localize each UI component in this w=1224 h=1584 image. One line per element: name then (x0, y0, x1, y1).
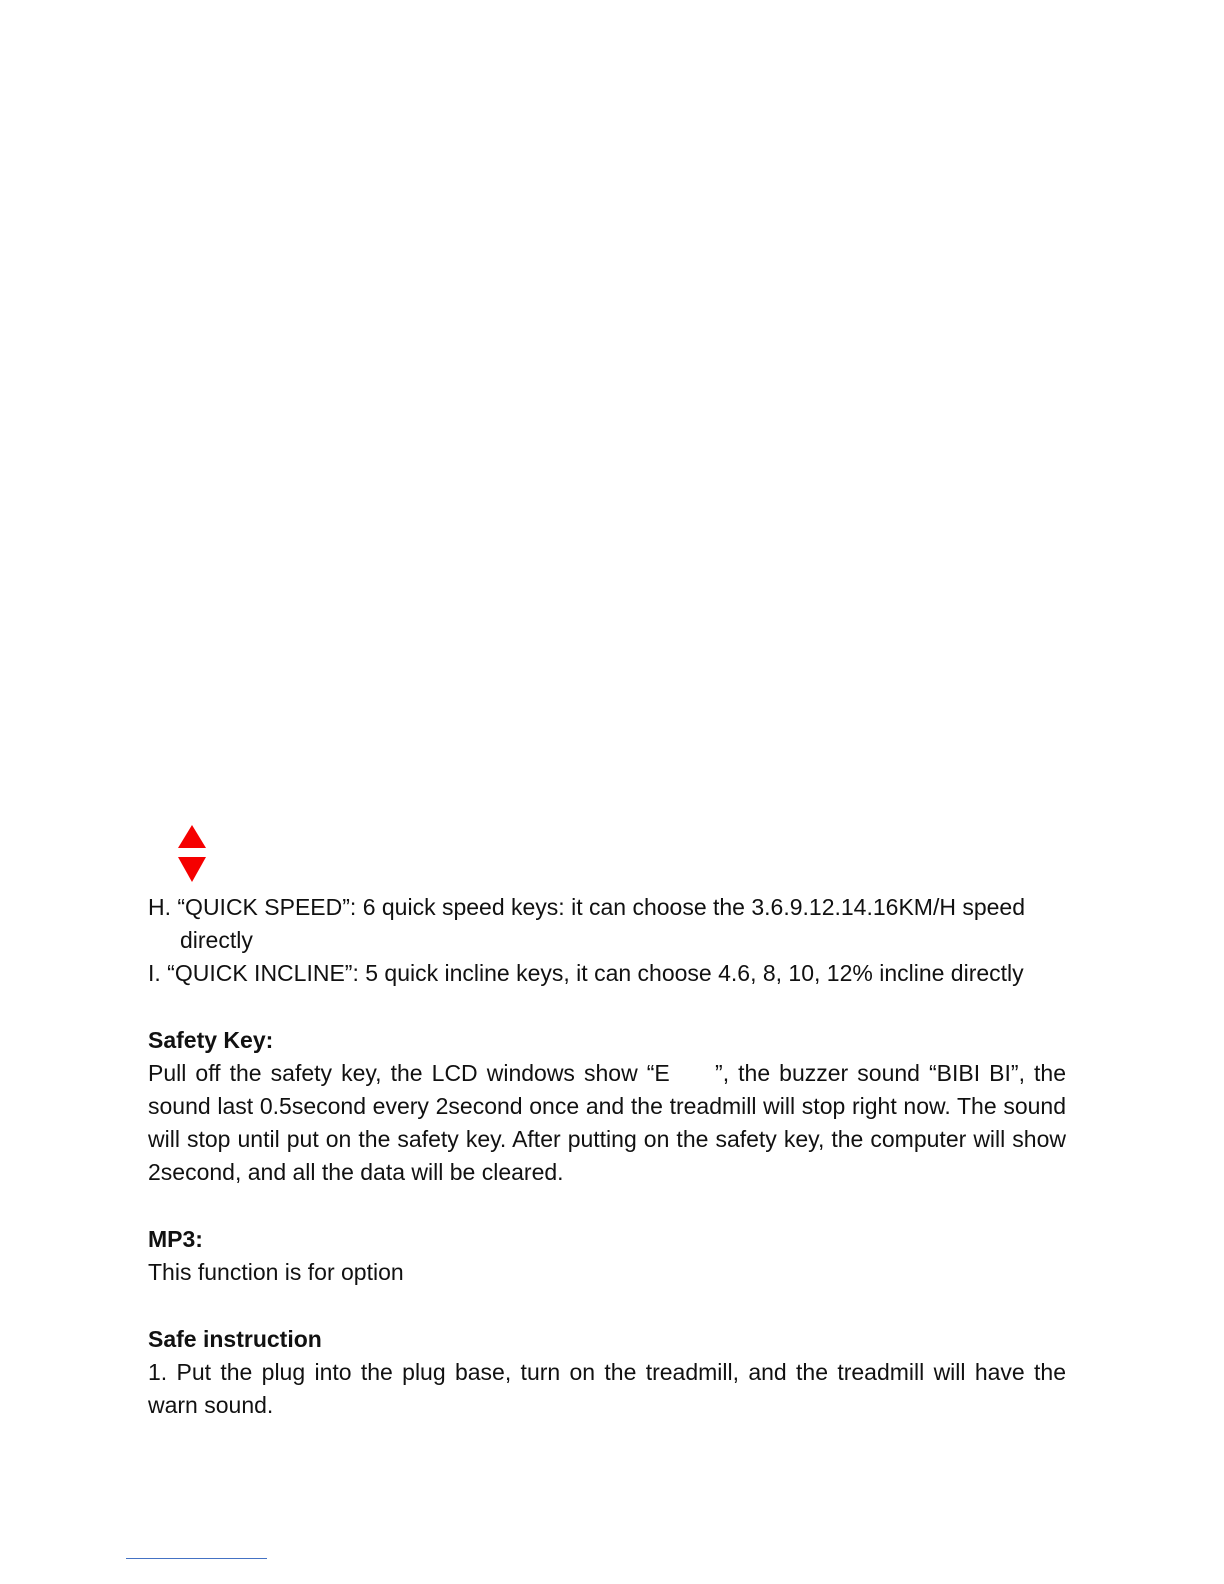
safety-key-heading: Safety Key: (148, 1027, 274, 1053)
safety-key-section (148, 1024, 1073, 1189)
mp3-heading: MP3: (148, 1226, 203, 1252)
safety-key-paragraph: Pull off the safety key, the LCD windows show “E ”, the buzzer sound “BIBI BI”, the sound last 0.5second every 2second once and the treadmill will stop right now. The sound will stop until put on the safety key. After putting on the safety key, the computer will show 2second, and all the data will be cleared. (148, 1060, 1073, 1185)
triangle-up-icon (178, 825, 206, 848)
quick-keys-list (148, 891, 1066, 990)
list-item-quick-incline (148, 957, 1066, 990)
footnote-separator (126, 1558, 267, 1559)
safe-instruction-paragraph: 1. Put the plug into the plug base, turn on the treadmill, and the treadmill will have the warn sound. (148, 1359, 1066, 1418)
quick-speed-continuation: directly (180, 927, 253, 953)
list-item-quick-speed (148, 891, 1066, 957)
quick-incline-text: I. “QUICK INCLINE”: 5 quick incline keys, it can choose 4.6, 8, 10, 12% incline directly (148, 960, 1024, 986)
triangle-down-icon (178, 857, 206, 882)
mp3-section (148, 1223, 1066, 1289)
safe-instruction-section (148, 1323, 1066, 1422)
up-down-arrow-icon (176, 824, 208, 886)
mp3-paragraph: This function is for option (148, 1259, 404, 1285)
quick-speed-text: H. “QUICK SPEED”: 6 quick speed keys: it can choose the 3.6.9.12.14.16KM/H speed (148, 894, 1025, 920)
safe-instruction-heading: Safe instruction (148, 1326, 322, 1352)
